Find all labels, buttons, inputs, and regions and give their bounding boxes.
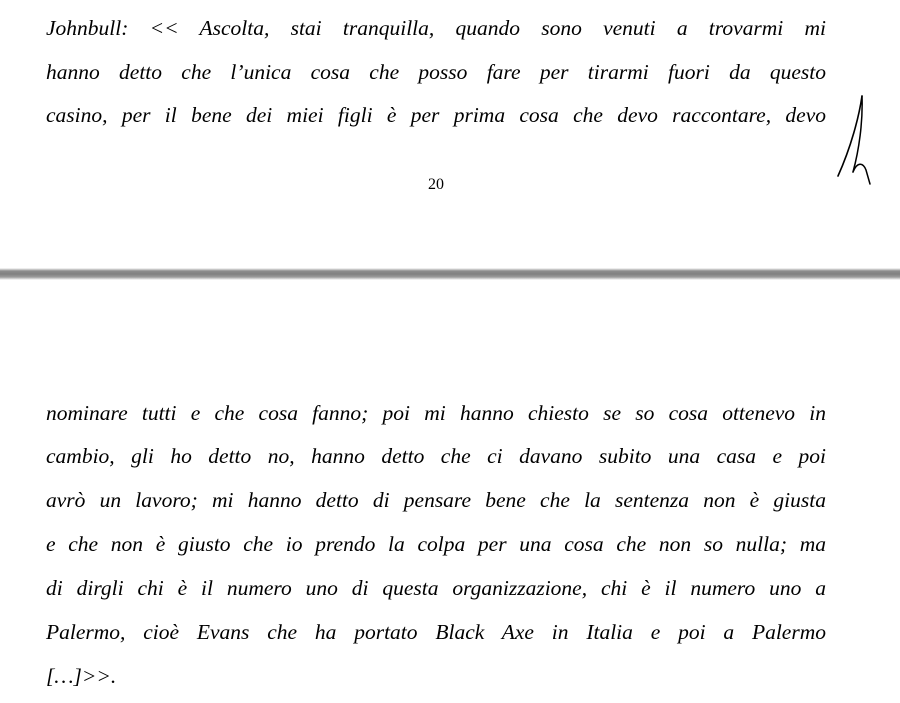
- text-line: e che non è giusto che io prendo la colpa per una cosa che non so nulla; ma: [46, 532, 826, 556]
- text-line: nominare tutti e che cosa fanno; poi mi hanno chiesto se so cosa ottenevo in: [46, 401, 826, 425]
- document-page-top: [0, 0, 900, 268]
- handwritten-signature: [832, 92, 882, 187]
- page-number: 20: [428, 176, 444, 193]
- document-page-bottom: [0, 280, 900, 703]
- text-line: hanno detto che l’unica cosa che posso fare per tirarmi fuori da questo: [46, 60, 826, 84]
- text-line: Palermo, cioè Evans che ha portato Black Axe in Italia e poi a Palermo: [46, 620, 826, 644]
- text-line: casino, per il bene dei miei figli è per prima cosa che devo raccontare, devo: [46, 103, 826, 127]
- text-line: avrò un lavoro; mi hanno detto di pensare bene che la sentenza non è giusta: [46, 488, 826, 512]
- text-line: di dirgli chi è il numero uno di questa organizzazione, chi è il numero uno a: [46, 576, 826, 600]
- text-line: cambio, gli ho detto no, hanno detto che ci davano subito una casa e poi: [46, 444, 826, 468]
- text-line: Johnbull: << Ascolta, stai tranquilla, quando sono venuti a trovarmi mi: [46, 16, 826, 40]
- page-separator: [0, 268, 900, 280]
- text-line: […]>>.: [46, 664, 117, 688]
